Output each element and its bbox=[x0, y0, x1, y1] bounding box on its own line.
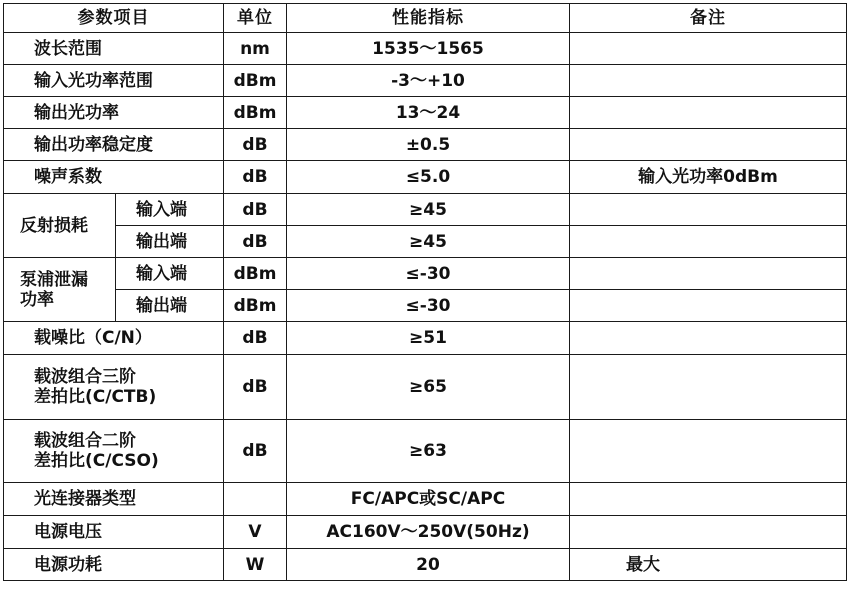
value-cell: AC160V～250V(50Hz) bbox=[287, 516, 570, 549]
unit-cell: dB bbox=[224, 161, 287, 194]
unit-cell: dBm bbox=[224, 258, 287, 290]
table-row bbox=[4, 97, 847, 129]
param-cell: 电源功耗 bbox=[4, 549, 224, 581]
header-note: 备注 bbox=[570, 4, 847, 33]
param-cell: 波长范围 bbox=[4, 33, 224, 65]
note-cell bbox=[570, 420, 847, 483]
spec-table bbox=[3, 3, 847, 581]
unit-cell: dB bbox=[224, 355, 287, 420]
param-cell: 光连接器类型 bbox=[4, 483, 224, 516]
header-value: 性能指标 bbox=[287, 4, 570, 33]
value-cell: ≥45 bbox=[287, 194, 570, 226]
value-cell: -3～+10 bbox=[287, 65, 570, 97]
unit-cell: dBm bbox=[224, 290, 287, 322]
param-cell: 输出光功率 bbox=[4, 97, 224, 129]
note-cell: 输入光功率0dBm bbox=[570, 161, 847, 194]
note-cell bbox=[570, 194, 847, 226]
unit-cell: dB bbox=[224, 226, 287, 258]
unit-cell: W bbox=[224, 549, 287, 581]
value-cell: 1535～1565 bbox=[287, 33, 570, 65]
value-cell: ≤-30 bbox=[287, 290, 570, 322]
header-param: 参数项目 bbox=[4, 4, 224, 33]
value-cell: ≥45 bbox=[287, 226, 570, 258]
unit-cell: dB bbox=[224, 322, 287, 355]
table-row bbox=[4, 161, 847, 194]
table-row bbox=[4, 258, 847, 290]
note-cell bbox=[570, 226, 847, 258]
param-cell: 输出功率稳定度 bbox=[4, 129, 224, 161]
note-cell bbox=[570, 322, 847, 355]
table-row bbox=[4, 483, 847, 516]
unit-cell: V bbox=[224, 516, 287, 549]
header-unit: 单位 bbox=[224, 4, 287, 33]
table-row bbox=[4, 420, 847, 483]
note-cell bbox=[570, 258, 847, 290]
sub-param-cell: 输出端 bbox=[116, 226, 224, 258]
sub-param-cell: 输出端 bbox=[116, 290, 224, 322]
table-row bbox=[4, 194, 847, 226]
param-cell: 电源电压 bbox=[4, 516, 224, 549]
table-row bbox=[4, 129, 847, 161]
unit-cell: dB bbox=[224, 420, 287, 483]
param-cell: 载噪比（C/N） bbox=[4, 322, 224, 355]
note-cell bbox=[570, 65, 847, 97]
param-cell: 泵浦泄漏 功率 bbox=[4, 258, 116, 322]
note-cell bbox=[570, 33, 847, 65]
note-cell: 最大 bbox=[570, 549, 847, 581]
value-cell: ±0.5 bbox=[287, 129, 570, 161]
sub-param-cell: 输入端 bbox=[116, 194, 224, 226]
table-row bbox=[4, 33, 847, 65]
note-cell bbox=[570, 483, 847, 516]
table-row bbox=[4, 290, 847, 322]
table-row bbox=[4, 516, 847, 549]
value-cell: FC/APC或SC/APC bbox=[287, 483, 570, 516]
unit-cell: nm bbox=[224, 33, 287, 65]
note-cell bbox=[570, 97, 847, 129]
param-cell: 载波组合三阶 差拍比(C/CTB) bbox=[4, 355, 224, 420]
value-cell: ≤5.0 bbox=[287, 161, 570, 194]
value-cell: ≥63 bbox=[287, 420, 570, 483]
value-cell: ≤-30 bbox=[287, 258, 570, 290]
param-cell: 载波组合二阶 差拍比(C/CSO) bbox=[4, 420, 224, 483]
note-cell bbox=[570, 290, 847, 322]
header-row bbox=[4, 4, 847, 33]
table-row bbox=[4, 322, 847, 355]
note-cell bbox=[570, 355, 847, 420]
table-row bbox=[4, 355, 847, 420]
value-cell: ≥51 bbox=[287, 322, 570, 355]
table-row bbox=[4, 65, 847, 97]
param-cell: 输入光功率范围 bbox=[4, 65, 224, 97]
value-cell: 13～24 bbox=[287, 97, 570, 129]
unit-cell: dBm bbox=[224, 65, 287, 97]
note-cell bbox=[570, 516, 847, 549]
unit-cell: dB bbox=[224, 194, 287, 226]
unit-cell bbox=[224, 483, 287, 516]
param-cell: 噪声系数 bbox=[4, 161, 224, 194]
sub-param-cell: 输入端 bbox=[116, 258, 224, 290]
unit-cell: dBm bbox=[224, 97, 287, 129]
value-cell: ≥65 bbox=[287, 355, 570, 420]
unit-cell: dB bbox=[224, 129, 287, 161]
param-cell: 反射损耗 bbox=[4, 194, 116, 258]
value-cell: 20 bbox=[287, 549, 570, 581]
table-row bbox=[4, 226, 847, 258]
table-row bbox=[4, 549, 847, 581]
note-cell bbox=[570, 129, 847, 161]
